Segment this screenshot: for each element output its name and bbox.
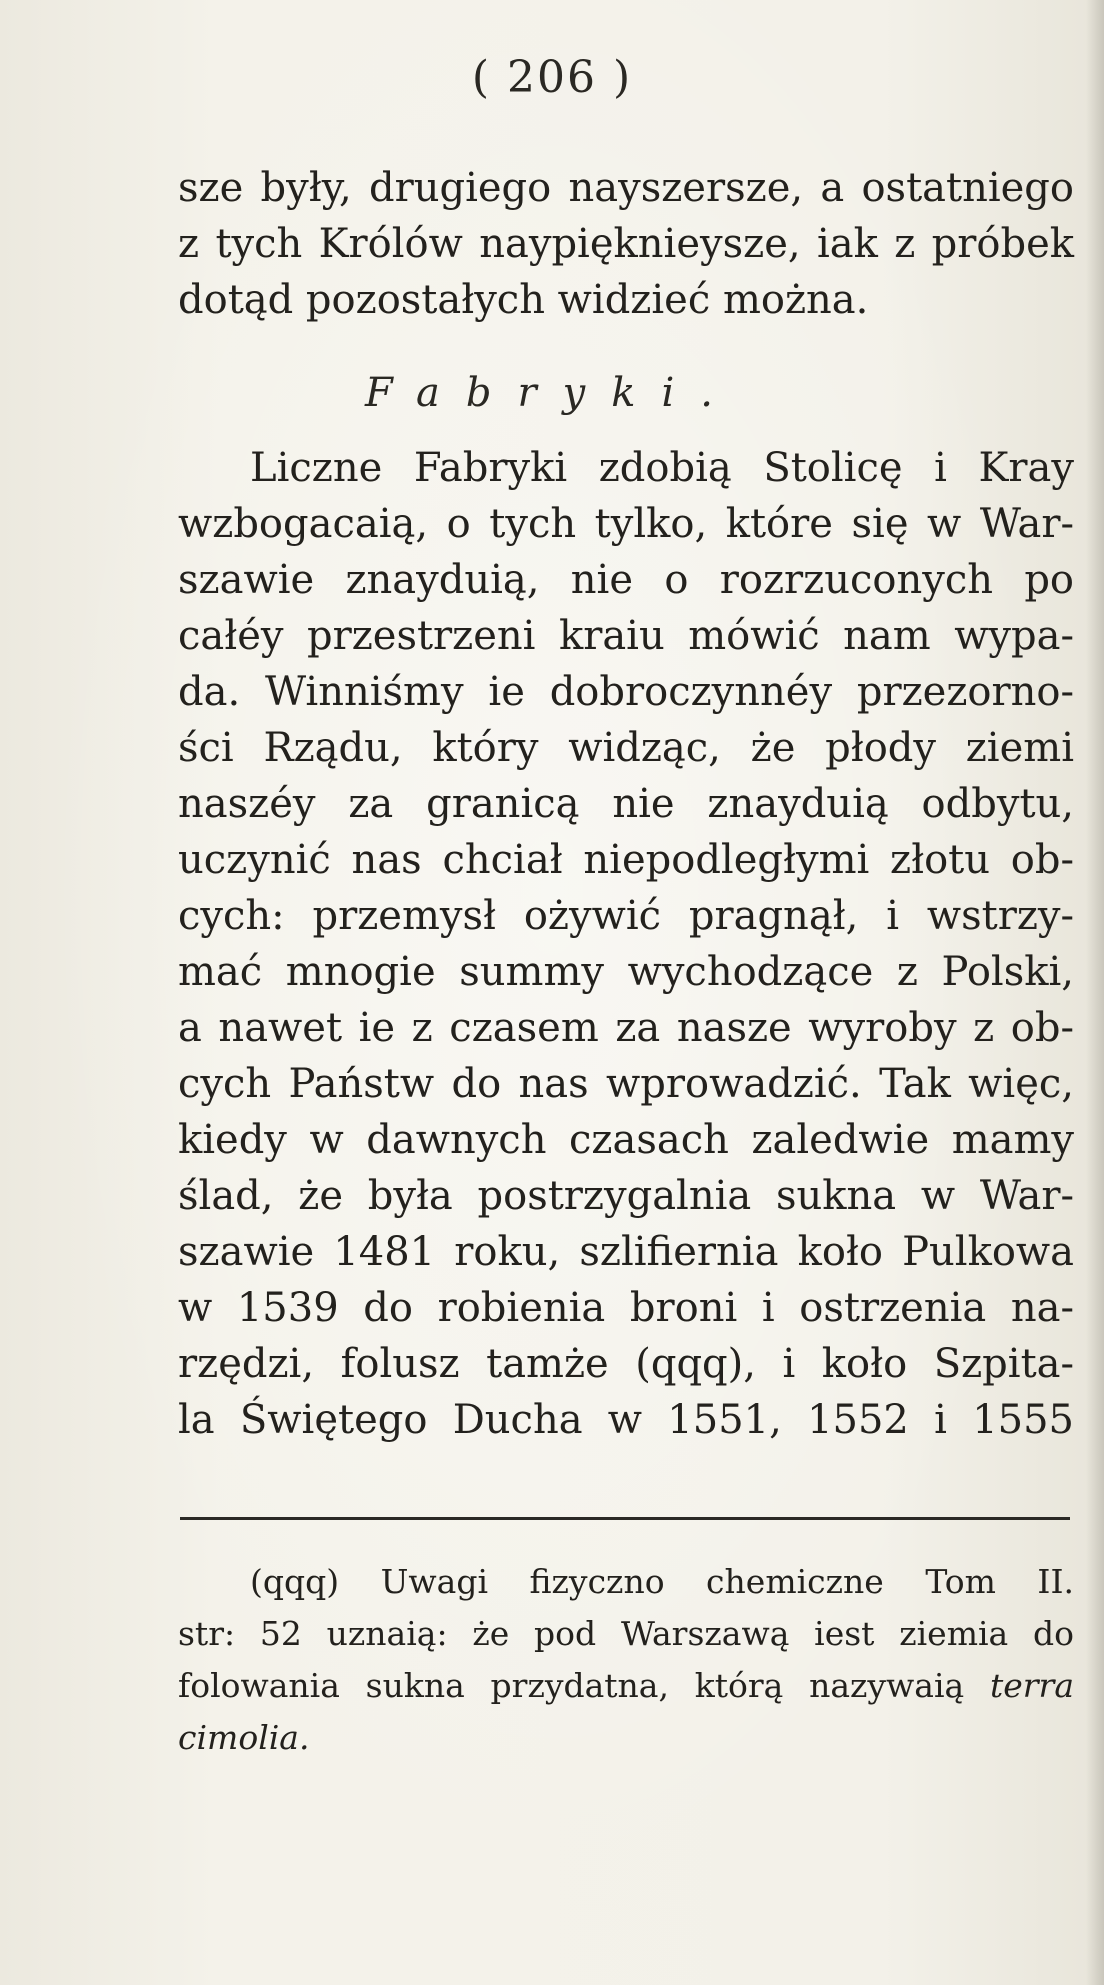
section-title: Fabryki. — [365, 370, 739, 416]
text-line: cych Państw do nas wprowadzić. Tak więc, — [178, 1061, 1074, 1107]
main-paragraph — [178, 440, 1074, 1448]
page-number: ( 206 ) — [471, 52, 633, 103]
text-line: naszéy za granicą nie znayduią odbytu, — [178, 781, 1074, 827]
text-line: szawie znayduią, nie o rozrzuconych po — [178, 557, 1074, 603]
text-line: cych: przemysł ożywić pragnął, i wstrzy- — [178, 893, 1074, 939]
text-line: mać mnogie summy wychodzące z Polski, — [178, 949, 1074, 995]
text-line: ści Rządu, który widząc, że płody ziemi — [178, 725, 1074, 771]
text-line: a nawet ie z czasem za nasze wyroby z ob- — [178, 1005, 1074, 1051]
top-paragraph — [178, 160, 1074, 328]
footnote-divider — [180, 1517, 1070, 1520]
text-line: Liczne Fabryki zdobią Stolicę i Kray — [250, 445, 1074, 491]
footnote-italic-term: terra — [989, 1666, 1074, 1705]
footnote-line: cimolia. — [178, 1718, 310, 1757]
text-line: z tych Królów naypięknieysze, iak z próbek — [178, 221, 1074, 267]
text-line: da. Winniśmy ie dobroczynnéy przezorno- — [178, 669, 1074, 715]
text-line: w 1539 do robienia broni i ostrzenia na- — [178, 1285, 1074, 1331]
footnote-line: (qqq) Uwagi fizyczno chemiczne Tom II. — [250, 1562, 1074, 1601]
text-line: dotąd pozostałych widzieć można. — [178, 277, 869, 323]
page-edge-shadow — [1086, 0, 1104, 1985]
text-line: ślad, że była postrzygalnia sukna w War- — [178, 1173, 1074, 1219]
text-line: szawie 1481 roku, szlifiernia koło Pulkowa — [178, 1229, 1074, 1275]
text-line: rzędzi, folusz tamże (qqq), i koło Szpita- — [178, 1341, 1074, 1387]
footnote-line — [178, 1660, 1074, 1712]
text-line: kiedy w dawnych czasach zaledwie mamy — [178, 1117, 1074, 1163]
text-line: sze były, drugiego nayszersze, a ostatniego — [178, 165, 1074, 211]
text-line: uczynić nas chciał niepodległymi złotu ob- — [178, 837, 1074, 883]
text-line: wzbogacaią, o tych tylko, które się w War- — [178, 501, 1074, 547]
footnote — [178, 1556, 1074, 1764]
text-line: całéy przestrzeni kraiu mówić nam wypa- — [178, 613, 1074, 659]
text-line: la Świętego Ducha w 1551, 1552 i 1555 — [178, 1397, 1074, 1443]
footnote-text: folowania sukna przydatna, którą nazywaią — [178, 1666, 965, 1705]
footnote-line: str: 52 uznaią: że pod Warszawą iest ziemia do — [178, 1614, 1074, 1653]
